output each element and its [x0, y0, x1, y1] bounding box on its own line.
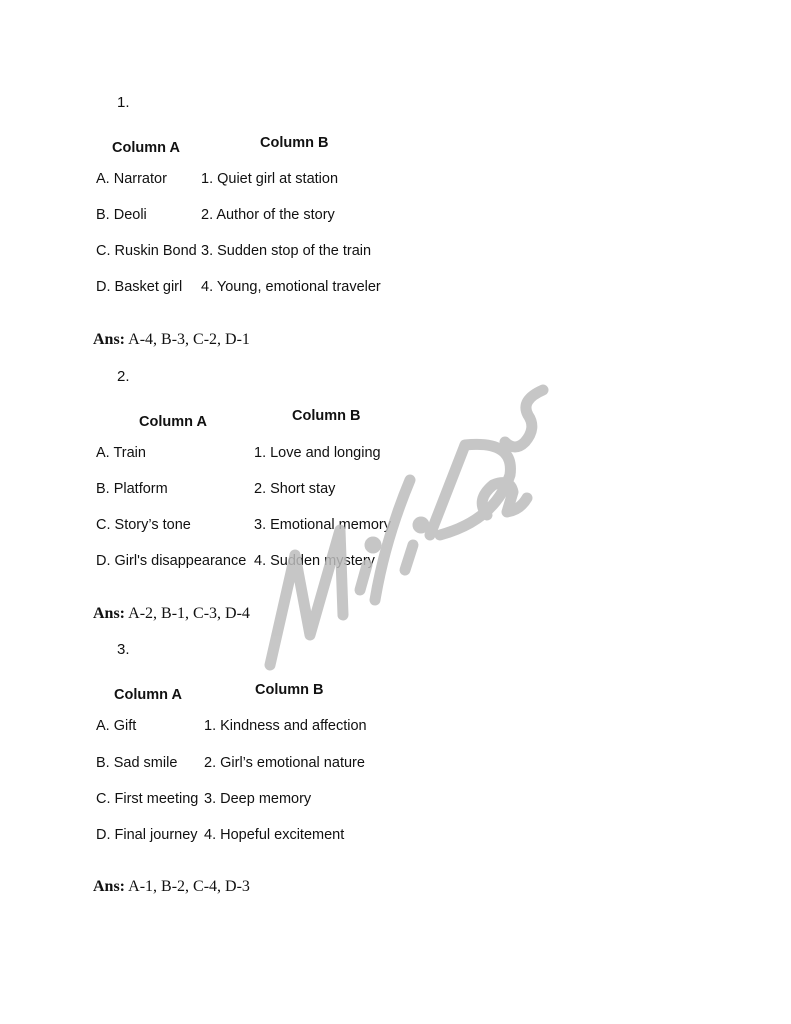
question-2-row-d-match: 4. Sudden mystery [254, 553, 375, 569]
question-2-row-a-item: A. Train [96, 445, 146, 461]
answer-value: A-4, B-3, C-2, D-1 [128, 331, 250, 348]
question-3-row-a-item: A. Gift [96, 718, 137, 734]
question-2-row-c-match: 3. Emotional memory [254, 517, 391, 533]
question-3-row-d-item: D. Final journey [96, 827, 198, 843]
question-3-row-c-item: C. First meeting [96, 791, 199, 807]
question-3-row-b-match: 2. Girl’s emotional nature [204, 755, 365, 771]
question-1-row-d-item: D. Basket girl [96, 279, 183, 295]
question-1-row-b-item: B. Deoli [96, 207, 147, 223]
question-3-number: 3. [117, 641, 130, 658]
question-2-row-b-item: B. Platform [96, 481, 168, 497]
question-3-row-a-match: 1. Kindness and affection [204, 718, 367, 734]
question-1-row-d-match: 4. Young, emotional traveler [201, 279, 381, 295]
answer-value: A-2, B-1, C-3, D-4 [128, 605, 250, 622]
question-3-row-b-item: B. Sad smile [96, 755, 178, 771]
answer-label: Ans: [93, 878, 126, 895]
question-2-number: 2. [117, 368, 130, 385]
question-3-answer [93, 878, 250, 896]
question-1-column-b-header: Column B [260, 135, 329, 151]
question-2-row-d-item: D. Girl's disappearance [96, 553, 247, 569]
question-2-column-b-header: Column B [292, 408, 361, 424]
question-1-column-a-header: Column A [112, 140, 180, 156]
question-2-row-b-match: 2. Short stay [254, 481, 336, 497]
answer-label: Ans: [93, 331, 126, 348]
question-3-column-a-header: Column A [114, 687, 182, 703]
question-1-answer [93, 331, 250, 349]
question-2-column-a-header: Column A [139, 414, 207, 430]
question-1-row-a-match: 1. Quiet girl at station [201, 171, 339, 187]
question-1-row-b-match: 2. Author of the story [201, 207, 335, 223]
question-2-row-c-item: C. Story’s tone [96, 517, 191, 533]
question-3-row-c-match: 3. Deep memory [204, 791, 312, 807]
answer-value: A-1, B-2, C-4, D-3 [128, 878, 250, 895]
question-1-row-c-match: 3. Sudden stop of the train [201, 243, 372, 259]
question-3-column-b-header: Column B [255, 682, 324, 698]
question-1-row-c-item: C. Ruskin Bond [96, 243, 197, 259]
question-2-answer [93, 605, 250, 623]
question-3-row-d-match: 4. Hopeful excitement [204, 827, 345, 843]
question-2-row-a-match: 1. Love and longing [254, 445, 381, 461]
question-1-number: 1. [117, 94, 130, 111]
question-1-row-a-item: A. Narrator [96, 171, 167, 187]
answer-label: Ans: [93, 605, 126, 622]
